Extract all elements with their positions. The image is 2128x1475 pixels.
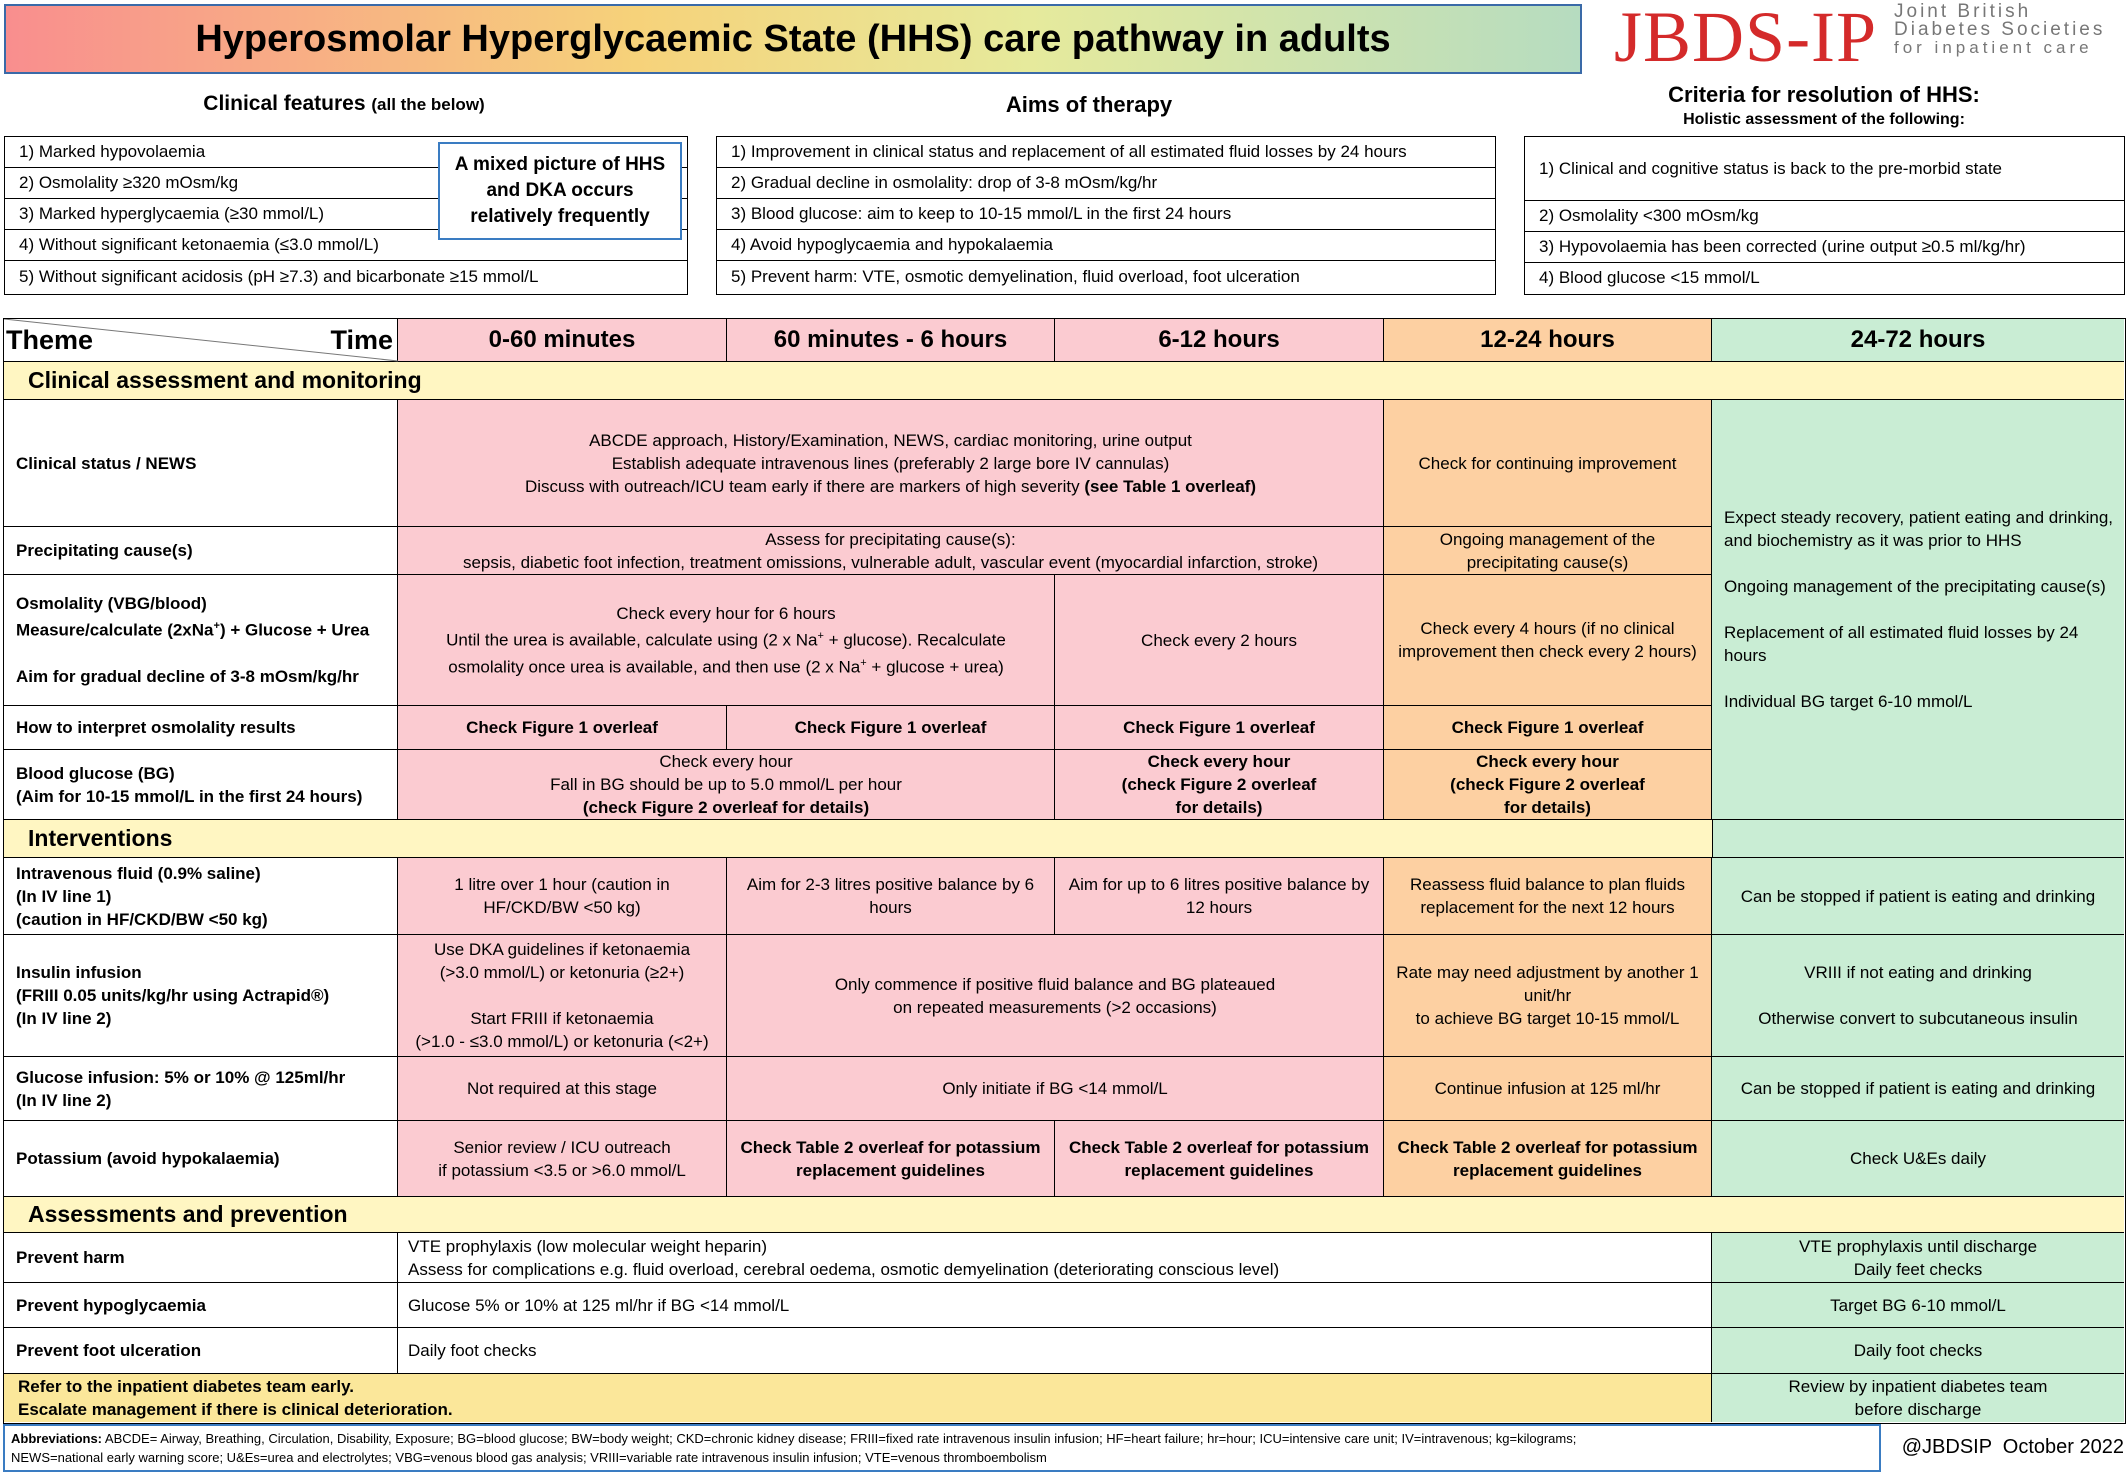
aim-item: 3) Blood glucose: aim to keep to 10-15 mmol/L in the first 24 hours xyxy=(717,199,1495,230)
cell-line: Check every hour xyxy=(659,752,793,771)
row-label-iv-fluid xyxy=(4,858,398,935)
label-line: (caution in HF/CKD/BW <50 kg) xyxy=(16,909,268,929)
prevent-hypo-24-72h xyxy=(1712,1283,2124,1328)
pathway-table xyxy=(3,318,2126,1424)
cell-line: Check Table 2 overleaf for potassium xyxy=(1397,1137,1698,1157)
ivfluid-12-24h xyxy=(1384,858,1712,935)
cell-line: Only commence if positive fluid balance and BG plateaued xyxy=(834,974,1276,994)
refer-24-72h xyxy=(1712,1374,2124,1422)
label-line: Osmolality (VBG/blood) xyxy=(16,594,207,614)
logo-line1: Joint British xyxy=(1894,1,2032,22)
resolution-box xyxy=(1524,136,2125,295)
section-interventions: Interventions xyxy=(4,820,1712,858)
cell-text: Can be stopped if patient is eating and drinking xyxy=(1740,886,2096,906)
interventions-green-spacer xyxy=(1712,820,2124,858)
cell-line: Check every hour for 6 hours xyxy=(616,603,836,623)
resolution-item: 3) Hypovolaemia has been corrected (urine output ≥0.5 ml/kg/hr) xyxy=(1525,232,2124,263)
superscript: + xyxy=(860,656,867,669)
resolution-item: 4) Blood glucose <15 mmol/L xyxy=(1539,268,1760,287)
cell-text: Target BG 6-10 mmol/L xyxy=(1830,1295,2006,1315)
glucose-0-60 xyxy=(398,1057,727,1121)
row-label-prevent-foot xyxy=(4,1328,398,1374)
time-label: Time xyxy=(330,325,393,355)
cell-line: Check every hour xyxy=(1476,752,1619,771)
insulin-12-24h xyxy=(1384,935,1712,1057)
cell-part: osmolality once urea is available, and then use (2 x Na xyxy=(448,657,861,677)
cell-text: Aim for 2-3 litres positive balance by 6 hours xyxy=(746,875,1035,917)
theme-time-header xyxy=(4,319,398,362)
abbr-label: Abbreviations: xyxy=(11,1431,103,1446)
superscript: + xyxy=(817,629,824,642)
cell-line: (check Figure 2 overleaf xyxy=(1121,775,1317,794)
aim-item: 2) Gradual decline in osmolality: drop of 3-8 mOsm/kg/hr xyxy=(717,168,1495,199)
cell-line xyxy=(525,475,1256,498)
label-line xyxy=(16,615,369,642)
potassium-12-24h xyxy=(1384,1121,1712,1197)
col-header-0-60: 0-60 minutes xyxy=(398,319,727,362)
row-label-insulin xyxy=(4,935,398,1057)
logo-line3: for inpatient care xyxy=(1894,38,2093,57)
clinical-status-main xyxy=(398,400,1384,527)
cell-part-bold: (see Table 1 overleaf) xyxy=(1084,476,1256,496)
cell-line: Check every hour xyxy=(1147,752,1291,771)
bg-0-6h xyxy=(398,750,1055,820)
recovery-text: Replacement of all estimated fluid losses by 24 hours xyxy=(1724,623,2079,665)
callout-text: A mixed picture of HHS and DKA occurs relatively frequently xyxy=(454,154,666,227)
row-label-precipitating xyxy=(4,527,398,575)
glucose-60-12h xyxy=(727,1057,1384,1121)
cell-line: to achieve BG target 10-15 mmol/L xyxy=(1415,1009,1680,1028)
col-header-6-12h: 6-12 hours xyxy=(1055,319,1384,362)
ivfluid-0-60 xyxy=(398,858,727,935)
cell-line: Senior review / ICU outreach xyxy=(453,1137,671,1157)
cell-line: Rate may need adjustment by another 1 unit/hr xyxy=(1396,963,1699,1005)
clinical-features-suffix: (all the below) xyxy=(371,95,485,114)
cell-line: Start FRIII if ketonaemia xyxy=(470,1009,654,1028)
interpret-0-60: Check Figure 1 overleaf xyxy=(398,706,727,750)
cell-part: Until the urea is available, calculate using (2 x Na xyxy=(446,630,818,650)
label-line: (Aim for 10-15 mmol/L in the first 24 hours) xyxy=(16,786,363,806)
aim-item: 1) Improvement in clinical status and replacement of all estimated fluid losses by 24 hours xyxy=(717,137,1495,168)
row-label-osmolality xyxy=(4,575,398,706)
insulin-0-60 xyxy=(398,935,727,1057)
cell-line: Check Table 2 overleaf for potassium xyxy=(1068,1137,1370,1157)
cell-line: if potassium <3.5 or >6.0 mmol/L xyxy=(438,1160,686,1180)
prevent-harm-24-72h xyxy=(1712,1233,2124,1283)
aims-heading: Aims of therapy xyxy=(1005,92,1173,117)
interpret-60-6h: Check Figure 1 overleaf xyxy=(727,706,1055,750)
prevent-foot-24-72h xyxy=(1712,1328,2124,1374)
logo-line2: Diabetes Societies xyxy=(1894,19,2106,40)
label-text: Clinical status / NEWS xyxy=(16,453,197,473)
feature-item: 1) Marked hypovolaemia xyxy=(5,137,687,168)
cell-text: Daily foot checks xyxy=(1853,1341,1983,1360)
cell-text: Glucose 5% or 10% at 125 ml/hr if BG <14 mmol/L xyxy=(408,1295,790,1315)
cell-line: Daily feet checks xyxy=(1853,1259,1983,1279)
label-text: Potassium (avoid hypokalaemia) xyxy=(16,1149,280,1168)
col-header-60-6h: 60 minutes - 6 hours xyxy=(727,319,1055,362)
cell-text: Check every 4 hours (if no clinical improvement then check every 2 hours) xyxy=(1398,619,1697,661)
recovery-block-24-72 xyxy=(1712,400,2124,820)
bg-6-12h xyxy=(1055,750,1384,820)
label-part: ) + Glucose + Urea xyxy=(219,620,370,640)
footer-tag: @JBDSIP October 2022 xyxy=(1901,1436,2124,1458)
title-banner xyxy=(4,4,1582,74)
insulin-60-12h xyxy=(727,935,1384,1057)
recovery-text: Ongoing management of the precipitating cause(s) xyxy=(1724,577,2106,596)
cell-line: before discharge xyxy=(1854,1400,1982,1419)
label-line: (In IV line 2) xyxy=(16,1009,112,1028)
cell-line: for details) xyxy=(1504,798,1591,817)
row-label-prevent-hypo xyxy=(4,1283,398,1328)
osmolality-12-24h xyxy=(1384,575,1712,706)
cell-part: + glucose). Recalculate xyxy=(823,630,1006,650)
aims-box xyxy=(716,136,1496,295)
recovery-text: Expect steady recovery, patient eating and drinking, and biochemistry as it was prior to HHS xyxy=(1724,508,2114,550)
cell-text: Continue infusion at 125 ml/hr xyxy=(1434,1079,1661,1098)
glucose-12-24h xyxy=(1384,1057,1712,1121)
cell-line: replacement guidelines xyxy=(1124,1160,1314,1180)
jbds-logo xyxy=(1610,0,2128,78)
cell-line: Assess for precipitating cause(s): xyxy=(765,529,1016,549)
label-part: Measure/calculate (2xNa xyxy=(16,620,214,640)
col-header-24-72h: 24-72 hours xyxy=(1712,319,2124,362)
cell-line: Use DKA guidelines if ketonaemia xyxy=(433,940,691,959)
potassium-6-12h xyxy=(1055,1121,1384,1197)
cell-line xyxy=(448,652,1003,679)
resolution-heading: Criteria for resolution of HHS: xyxy=(1668,82,1980,107)
cell-line: (>3.0 mmol/L) or ketonuria (≥2+) xyxy=(439,963,685,982)
interpret-6-12h: Check Figure 1 overleaf xyxy=(1055,706,1384,750)
cell-line: Assess for complications e.g. fluid overload, cerebral oedema, osmotic demyelination (deteriorating conscious level) xyxy=(408,1259,1280,1279)
potassium-60-6h xyxy=(727,1121,1055,1197)
abbr-line: NEWS=national early warning score; U&Es=urea and electrolytes; VBG=venous blood gas analysis; VRIII=variable rate intravenous insulin infusion; VTE=venous thromboembolism xyxy=(11,1450,1047,1465)
potassium-0-60 xyxy=(398,1121,727,1197)
abbr-text: ABCDE= Airway, Breathing, Circulation, Disability, Exposure; BG=blood glucose; BW=body weight; CKD=chronic kidney disease; FRIII=fixed rate intravenous insulin infusion; HF=heart failure; hr=hour; ICU=intensive care unit; IV=intravenous; kg=kilograms; xyxy=(104,1431,1577,1446)
theme-label: Theme xyxy=(6,325,94,355)
cell-line: VRIII if not eating and drinking xyxy=(1804,963,2032,982)
col-header-12-24h: 12-24 hours xyxy=(1384,319,1712,362)
label-text: Prevent hypoglycaemia xyxy=(16,1295,206,1315)
feature-item: 2) Osmolality ≥320 mOsm/kg xyxy=(5,168,687,199)
label-text: Prevent harm xyxy=(16,1248,125,1267)
precipitating-12-24 xyxy=(1384,527,1712,575)
cell-line: (>1.0 - ≤3.0 mmol/L) or ketonuria (<2+) xyxy=(415,1032,709,1051)
bg-12-24h xyxy=(1384,750,1712,820)
cell-line: Refer to the inpatient diabetes team early. xyxy=(18,1377,354,1396)
cell-text: Ongoing management of the precipitating cause(s) xyxy=(1439,529,1656,572)
cell-line: Escalate management if there is clinical deterioration. xyxy=(18,1400,453,1419)
ivfluid-24-72h xyxy=(1712,858,2124,935)
prevent-foot-main xyxy=(398,1328,1712,1374)
section-clinical-assessment: Clinical assessment and monitoring xyxy=(4,362,2124,400)
cell-text: Reassess fluid balance to plan fluids replacement for the next 12 hours xyxy=(1410,875,1685,917)
clinical-status-12-24 xyxy=(1384,400,1712,527)
row-label-glucose-infusion xyxy=(4,1057,398,1121)
row-label-potassium xyxy=(4,1121,398,1197)
row-label-clinical-status xyxy=(4,400,398,527)
prevent-hypo-main xyxy=(398,1283,1712,1328)
cell-line: Otherwise convert to subcutaneous insulin xyxy=(1758,1009,2078,1028)
cell-line: sepsis, diabetic foot infection, treatment omissions, vulnerable adult, vascular event (myocardial infarction, stroke) xyxy=(462,552,1319,572)
cell-part: + glucose + urea) xyxy=(866,657,1004,677)
label-line: Aim for gradual decline of 3-8 mOsm/kg/hr xyxy=(16,666,359,686)
cell-text: Check for continuing improvement xyxy=(1418,453,1677,473)
feature-item: 4) Without significant ketonaemia (≤3.0 mmol/L) xyxy=(5,230,687,261)
cell-line: for details) xyxy=(1175,798,1263,817)
refer-main xyxy=(4,1374,1712,1422)
cell-part: Discuss with outreach/ICU team early if there are markers of high severity xyxy=(525,476,1080,496)
cell-text: Only initiate if BG <14 mmol/L xyxy=(942,1079,1168,1098)
cell-line: Check Table 2 overleaf for potassium xyxy=(740,1137,1041,1157)
cell-line: (check Figure 2 overleaf xyxy=(1450,775,1645,794)
cell-text: Check every 2 hours xyxy=(1141,630,1297,650)
cell-line: ABCDE approach, History/Examination, NEWS, cardiac monitoring, urine output xyxy=(589,430,1192,450)
logo-main: JBDS-IP xyxy=(1614,0,1878,77)
resolution-item: 1) Clinical and cognitive status is back to the pre-morbid state xyxy=(1525,137,2124,201)
label-line: (In IV line 1) xyxy=(16,886,112,906)
resolution-subheading: Holistic assessment of the following: xyxy=(1683,111,1965,128)
row-label-prevent-harm xyxy=(4,1233,398,1283)
row-label-interpret xyxy=(4,706,398,750)
aim-item: 5) Prevent harm: VTE, osmotic demyelination, fluid overload, foot ulceration xyxy=(731,267,1300,286)
cell-text: Not required at this stage xyxy=(467,1079,657,1098)
cell-line: VTE prophylaxis until discharge xyxy=(1798,1236,2038,1256)
superscript: + xyxy=(213,620,220,633)
label-line: (FRIII 0.05 units/kg/hr using Actrapid®) xyxy=(16,986,330,1005)
precipitating-main xyxy=(398,527,1384,575)
osmolality-6-12h xyxy=(1055,575,1384,706)
cell-text: Can be stopped if patient is eating and drinking xyxy=(1740,1079,2096,1098)
osmolality-0-6h xyxy=(398,575,1055,706)
cell-text: Check U&Es daily xyxy=(1849,1149,1987,1168)
interpret-12-24h: Check Figure 1 overleaf xyxy=(1384,706,1712,750)
insulin-24-72h xyxy=(1712,935,2124,1057)
section-assessments: Assessments and prevention xyxy=(4,1197,2124,1233)
cell-line: replacement guidelines xyxy=(1453,1160,1642,1180)
cell-text: 1 litre over 1 hour (caution in HF/CKD/BW <50 kg) xyxy=(454,875,670,917)
potassium-24-72h xyxy=(1712,1121,2124,1197)
abbr-line xyxy=(11,1429,1873,1448)
ivfluid-6-12h xyxy=(1055,858,1384,935)
cell-line: (check Figure 2 overleaf for details) xyxy=(582,798,870,817)
cell-line: Establish adequate intravenous lines (preferably 2 large bore IV cannulas) xyxy=(611,453,1170,473)
cell-line: VTE prophylaxis (low molecular weight heparin) xyxy=(408,1236,768,1256)
cell-text: Aim for up to 6 litres positive balance by 12 hours xyxy=(1068,875,1370,917)
clinical-features-heading xyxy=(4,92,684,116)
cell-line: Fall in BG should be up to 5.0 mmol/L per hour xyxy=(550,775,902,794)
feature-item: 3) Marked hyperglycaemia (≥30 mmol/L) xyxy=(5,199,687,230)
label-line: (In IV line 2) xyxy=(16,1090,112,1110)
aim-item: 4) Avoid hypoglycaemia and hypokalaemia xyxy=(717,230,1495,261)
label-line: Glucose infusion: 5% or 10% @ 125ml/hr xyxy=(16,1067,346,1087)
label-line: Intravenous fluid (0.9% saline) xyxy=(16,863,261,883)
cell-line: replacement guidelines xyxy=(796,1160,985,1180)
prevent-harm-main xyxy=(398,1233,1712,1283)
feature-item: 5) Without significant acidosis (pH ≥7.3) and bicarbonate ≥15 mmol/L xyxy=(19,267,539,286)
glucose-24-72h xyxy=(1712,1057,2124,1121)
label-text: Prevent foot ulceration xyxy=(16,1341,202,1360)
abbreviations-box xyxy=(3,1424,1881,1472)
label-text: Precipitating cause(s) xyxy=(16,541,193,560)
clinical-features-title: Clinical features xyxy=(203,92,366,115)
label-text: How to interpret osmolality results xyxy=(16,718,296,737)
ivfluid-60-6h xyxy=(727,858,1055,935)
label-line: Insulin infusion xyxy=(16,963,142,982)
cell-text: Daily foot checks xyxy=(408,1341,537,1360)
cell-line xyxy=(446,625,1006,652)
label-line: Blood glucose (BG) xyxy=(16,763,175,783)
row-label-blood-glucose xyxy=(4,750,398,820)
resolution-item: 2) Osmolality <300 mOsm/kg xyxy=(1525,201,2124,232)
cell-line: on repeated measurements (>2 occasions) xyxy=(893,997,1217,1017)
mixed-picture-callout xyxy=(438,142,682,240)
page-title: Hyperosmolar Hyperglycaemic State (HHS) care pathway in adults xyxy=(195,17,1391,60)
cell-line: Review by inpatient diabetes team xyxy=(1788,1377,2048,1396)
recovery-text: Individual BG target 6-10 mmol/L xyxy=(1724,692,1973,711)
